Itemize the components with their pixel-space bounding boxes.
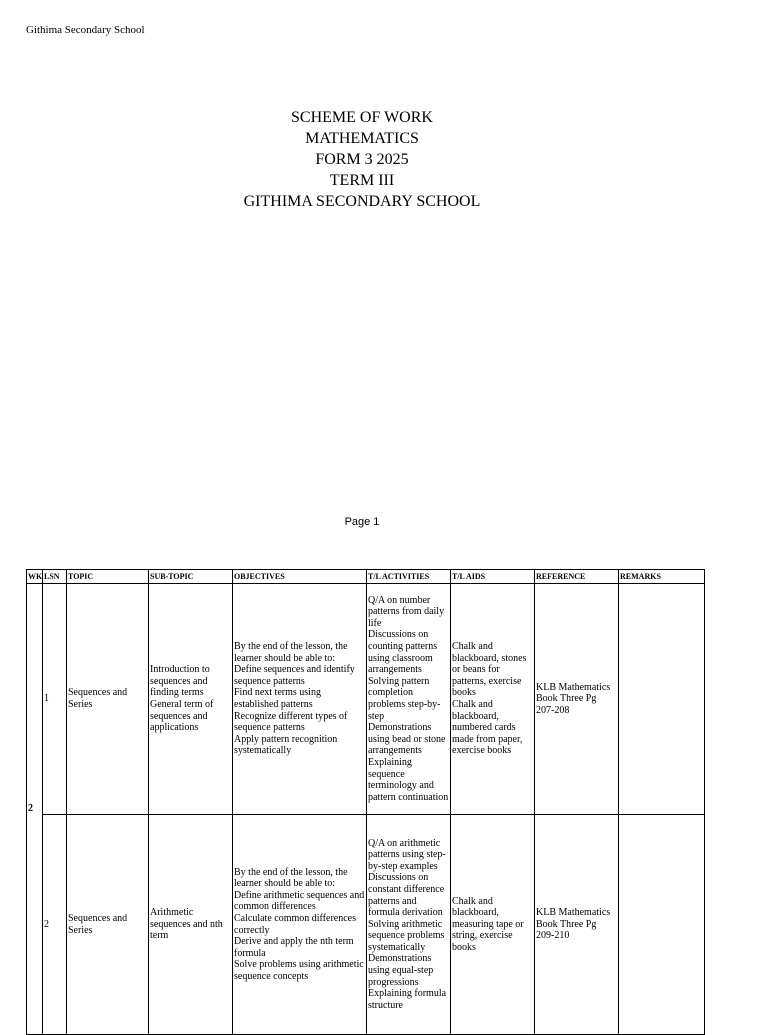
objective-line: Find next terms using established patterns <box>234 687 321 710</box>
column-header: WK <box>27 570 43 584</box>
aids-cell <box>451 584 535 815</box>
objective-line: Recognize different types of sequence patterns <box>234 710 348 734</box>
column-header: REFERENCE <box>535 570 619 584</box>
objective-line: Define sequences and identify sequence patterns <box>234 664 355 687</box>
activity-line: Q/A on arithmetic patterns using step-by-step examples <box>368 837 446 872</box>
column-header: SUB-TOPIC <box>149 570 233 584</box>
title-line: GITHIMA SECONDARY SCHOOL <box>243 193 481 210</box>
subtopic-line: Arithmetic sequences and nth term <box>150 907 223 942</box>
scheme-of-work-table <box>26 569 705 1035</box>
activity-line: Explaining formula structure <box>368 988 447 1011</box>
objectives-cell <box>233 815 367 1035</box>
objective-line: Define arithmetic sequences and common differences <box>234 889 365 913</box>
activity-line: Discussions on constant difference patterns and formula derivation <box>368 872 445 919</box>
activity-line: Solving pattern completion problems step-by-step <box>368 675 441 722</box>
page-number: Page 1 <box>344 516 380 528</box>
column-header: T/L AIDS <box>451 570 535 584</box>
lesson-cell: 2 <box>43 815 67 1035</box>
objectives-cell <box>233 584 367 815</box>
title-line: MATHEMATICS <box>305 130 419 147</box>
objective-line: Derive and apply the nth term formula <box>234 936 354 959</box>
running-header: Githima Secondary School <box>26 24 145 36</box>
reference-cell: KLB Mathematics Book Three Pg 209-210 <box>535 815 619 1035</box>
aids-cell <box>451 815 535 1035</box>
subtopic-line: General term of sequences and applications <box>150 699 214 734</box>
subtopic-line: Introduction to sequences and finding terms <box>150 664 210 699</box>
column-header: LSN <box>43 570 67 584</box>
topic-cell: Sequences and Series <box>67 815 149 1035</box>
column-header: T/L ACTIVITIES <box>367 570 451 584</box>
activity-line: Solving arithmetic sequence problems systematically <box>368 918 445 953</box>
week-cell: 2 <box>27 584 43 1035</box>
table-header-row <box>27 570 705 584</box>
table-row <box>27 815 705 1035</box>
subtopic-cell <box>149 815 233 1035</box>
activities-cell <box>367 584 451 815</box>
objective-line: Solve problems using arithmetic sequence concepts <box>234 959 364 982</box>
aid-line: Chalk and blackboard, numbered cards made from paper, exercise books <box>452 699 523 757</box>
title-line: SCHEME OF WORK <box>291 109 433 126</box>
activity-line: Discussions on counting patterns using classroom arrangements <box>368 629 438 676</box>
aid-line: Chalk and blackboard, measuring tape or string, exercise books <box>452 895 524 953</box>
table-row <box>27 584 705 815</box>
column-header: REMARKS <box>619 570 705 584</box>
activity-line: Demonstrations using equal-step progressions <box>368 953 434 988</box>
objective-line: By the end of the lesson, the learner should be able to: <box>234 866 348 890</box>
topic-cell: Sequences and Series <box>67 584 149 815</box>
activity-line: Explaining sequence terminology and pattern continuation <box>368 756 449 803</box>
activity-line: Demonstrations using bead or stone arrangements <box>368 722 446 757</box>
objective-line: Apply pattern recognition systematically <box>234 733 338 757</box>
subtopic-cell <box>149 584 233 815</box>
column-header: TOPIC <box>67 570 149 584</box>
remarks-cell <box>619 584 705 815</box>
objective-line: Calculate common differences correctly <box>234 912 356 936</box>
title-line: FORM 3 2025 <box>315 151 409 168</box>
activities-cell <box>367 815 451 1035</box>
activity-line: Q/A on number patterns from daily life <box>368 594 445 629</box>
document-title <box>0 107 724 212</box>
aid-line: Chalk and blackboard, stones or beans for patterns, exercise books <box>452 641 527 699</box>
objective-line: By the end of the lesson, the learner should be able to: <box>234 641 348 664</box>
remarks-cell <box>619 815 705 1035</box>
column-header: OBJECTIVES <box>233 570 367 584</box>
reference-cell: KLB Mathematics Book Three Pg 207-208 <box>535 584 619 815</box>
title-line: TERM III <box>329 172 395 189</box>
lesson-cell: 1 <box>43 584 67 815</box>
